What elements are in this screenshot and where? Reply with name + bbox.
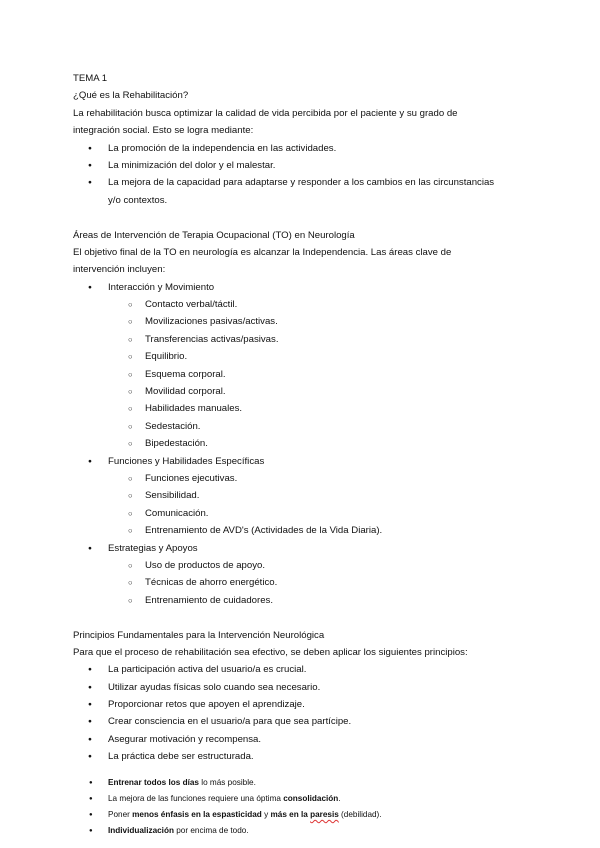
principle-item: ● La participación activa del usuario/a es crucial. xyxy=(73,661,573,678)
principle-item: ● Utilizar ayudas físicas solo cuando sea necesario. xyxy=(73,679,573,696)
area-sub-item: ○ Habilidades manuales. xyxy=(73,400,573,417)
extra-note-item xyxy=(73,775,573,791)
note-text: y xyxy=(261,810,271,819)
area-sub-item: ○ Transferencias activas/pasivas. xyxy=(73,331,573,348)
area-sub-item: ○ Bipedestación. xyxy=(73,435,573,452)
area-group-label: ● Funciones y Habilidades Específicas xyxy=(73,453,573,470)
areas-heading: Áreas de Intervención de Terapia Ocupacional (TO) en Neurología xyxy=(73,229,355,241)
question-heading: ¿Qué es la Rehabilitación? xyxy=(73,90,189,102)
extra-note-item xyxy=(73,823,573,839)
area-sub-item: ○ Equilibrio. xyxy=(73,348,573,365)
topic-heading: TEMA 1 xyxy=(73,73,108,84)
area-sub-item: ○ Uso de productos de apoyo. xyxy=(73,557,573,574)
bullet-item: ● La minimización del dolor y el malestar. xyxy=(73,157,573,174)
area-sub-item: ○ Entrenamiento de cuidadores. xyxy=(73,592,573,609)
principle-item: ● Crear consciencia en el usuario/a para que sea partícipe. xyxy=(73,713,573,730)
bullet-item-continuation: y/o contextos. xyxy=(108,194,168,206)
areas-intro-line-1: El objetivo final de la TO en neurología es alcanzar la Independencia. Las áreas clave de xyxy=(73,246,452,258)
note-emphasis: Individualización xyxy=(108,826,174,836)
principle-item: ● Asegurar motivación y recompensa. xyxy=(73,731,573,748)
area-sub-item: ○ Funciones ejecutivas. xyxy=(73,470,573,487)
area-sub-item: ○ Comunicación. xyxy=(73,505,573,522)
note-emphasis: menos énfasis en la espasticidad xyxy=(132,810,262,819)
area-sub-item: ○ Entrenamiento de AVD's (Actividades de la Vida Diaria). xyxy=(73,522,573,539)
area-sub-item: ○ Movilizaciones pasivas/activas. xyxy=(73,313,573,330)
principle-item: ● Proporcionar retos que apoyen el aprendizaje. xyxy=(73,696,573,713)
note-text: por encima de todo. xyxy=(173,826,249,836)
note-text: Poner xyxy=(108,810,133,819)
principles-intro: Para que el proceso de rehabilitación sea efectivo, se deben aplicar los siguientes principios: xyxy=(73,646,468,658)
area-sub-item: ○ Sedestación. xyxy=(73,418,573,435)
extra-note-item xyxy=(73,807,573,823)
bullet-item: ● La mejora de la capacidad para adaptarse y responder a los cambios en las circunstancias xyxy=(73,174,573,191)
note-text: lo más posible. xyxy=(199,777,256,787)
area-sub-item: ○ Técnicas de ahorro energético. xyxy=(73,574,573,591)
principles-heading: Principios Fundamentales para la Intervención Neurológica xyxy=(73,629,325,641)
area-group-label: ● Estrategias y Apoyos xyxy=(73,540,573,557)
area-group-label: ● Interacción y Movimiento xyxy=(73,279,573,296)
intro-paragraph-line-2: integración social. Esto se logra mediante: xyxy=(73,125,254,137)
note-text: . xyxy=(338,793,341,803)
area-sub-item: ○ Contacto verbal/táctil. xyxy=(73,296,573,313)
note-text: La mejora de las funciones requiere una óptima xyxy=(108,793,284,803)
intro-paragraph-line-1: La rehabilitación busca optimizar la calidad de vida percibida por el paciente y su grado de xyxy=(73,107,458,119)
note-emphasis: consolidación xyxy=(283,793,339,803)
extra-notes-list xyxy=(73,775,573,840)
area-sub-item: ○ Movilidad corporal. xyxy=(73,383,573,400)
note-emphasis: Entrenar todos los días xyxy=(108,777,199,787)
area-sub-item: ○ Esquema corporal. xyxy=(73,366,573,383)
areas-intro-line-2: intervención incluyen: xyxy=(73,264,166,276)
spellcheck-flagged-word: paresis xyxy=(310,810,339,819)
note-text: (debilidad). xyxy=(338,810,382,819)
principle-item: ● La práctica debe ser estructurada. xyxy=(73,748,573,765)
bullet-item: ● La promoción de la independencia en las actividades. xyxy=(73,140,573,157)
note-emphasis: más en la xyxy=(270,810,311,819)
area-sub-item: ○ Sensibilidad. xyxy=(73,487,573,504)
extra-note-item xyxy=(73,791,573,807)
document-page xyxy=(73,70,573,839)
